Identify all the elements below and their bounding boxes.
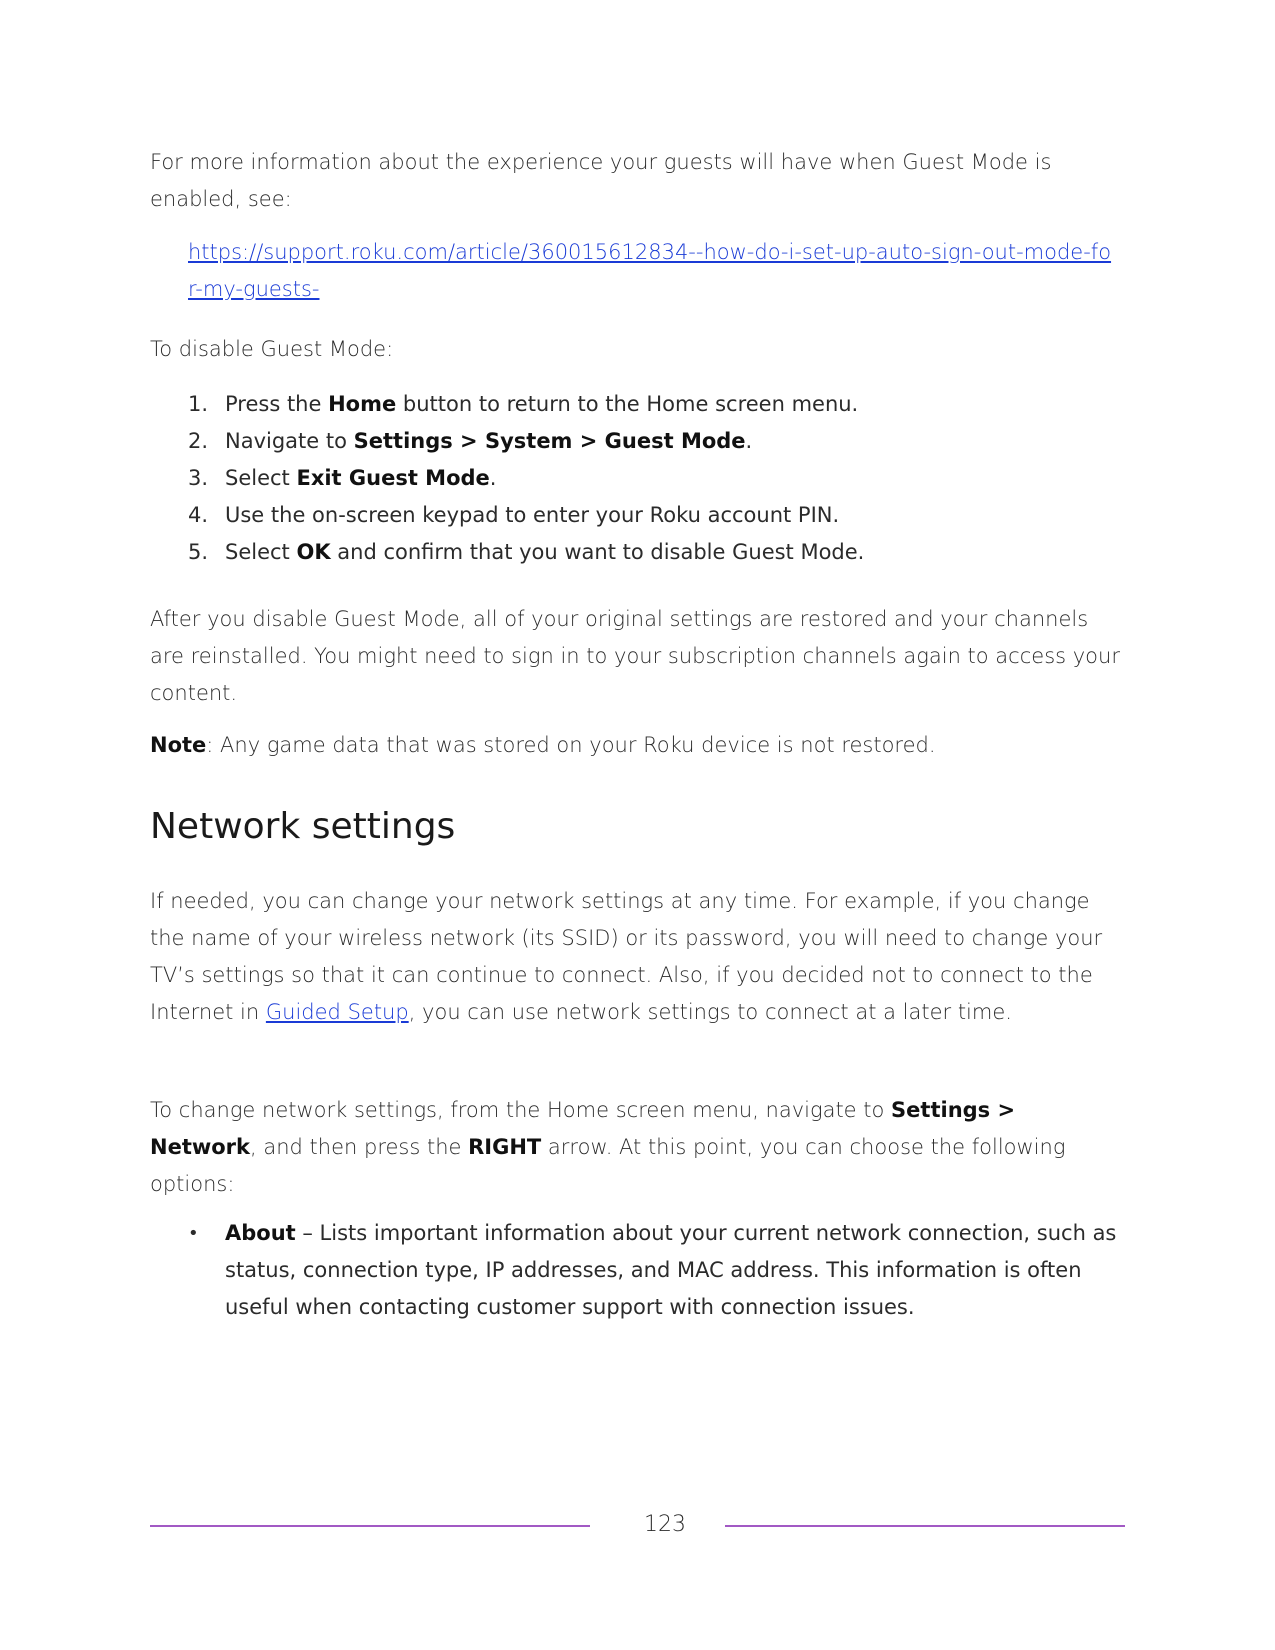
support-article-link[interactable]: https://support.roku.com/article/360015612834--how-do-i-set-up-auto-sign-out-mode-for-my-guests- (188, 240, 1112, 301)
bullet-icon: • (188, 1223, 199, 1244)
note-label: Note (150, 733, 207, 757)
section-heading: Network settings (150, 806, 456, 847)
intro-paragraph: For more information about the experience your guests will have when Guest Mode is enabled, see: (150, 150, 1052, 211)
note-paragraph: Note: Any game data that was stored on your Roku device is not restored. (150, 733, 936, 757)
step-item: 2. Navigate to Settings > System > Guest Mode. (188, 429, 753, 453)
footer-rule-right (725, 1525, 1125, 1527)
network-intro-paragraph: If needed, you can change your network settings at any time. For example, if you change the name of your wireless network (its SSID) or its password, you will need to change your TV’s settings so that it can continue to connect. Also, if you decided not to connect to the Internet in Guided Setup, you can use network settings to connect at a later time. (150, 889, 1103, 1024)
guided-setup-link[interactable]: Guided Setup (265, 1000, 409, 1024)
disable-steps-list (150, 386, 1125, 571)
network-navigation-paragraph: To change network settings, from the Home screen menu, navigate to Settings > Network, and then press the RIGHT arrow. At this point, you can choose the following options: (150, 1098, 1066, 1196)
page-number: 123 (644, 1512, 686, 1537)
support-link-block (188, 234, 1118, 308)
list-item: • About – Lists important information about your current network connection, such as status, connection type, IP addresses, and MAC address. This information is often useful when contacting customer support with connection issues. (150, 1215, 1125, 1326)
network-options-list (150, 1215, 1125, 1326)
footer-rule-left (150, 1525, 590, 1527)
step-item: 1. Press the Home button to return to the Home screen menu. (188, 392, 859, 416)
step-item: 5. Select OK and confirm that you want to disable Guest Mode. (188, 540, 865, 564)
disable-intro: To disable Guest Mode: (150, 337, 394, 361)
step-item: 4. Use the on-screen keypad to enter your Roku account PIN. (188, 503, 840, 527)
after-disable-paragraph: After you disable Guest Mode, all of your original settings are restored and your channels are reinstalled. You might need to sign in to your subscription channels again to access your content. (150, 607, 1120, 705)
step-item: 3. Select Exit Guest Mode. (188, 466, 497, 490)
